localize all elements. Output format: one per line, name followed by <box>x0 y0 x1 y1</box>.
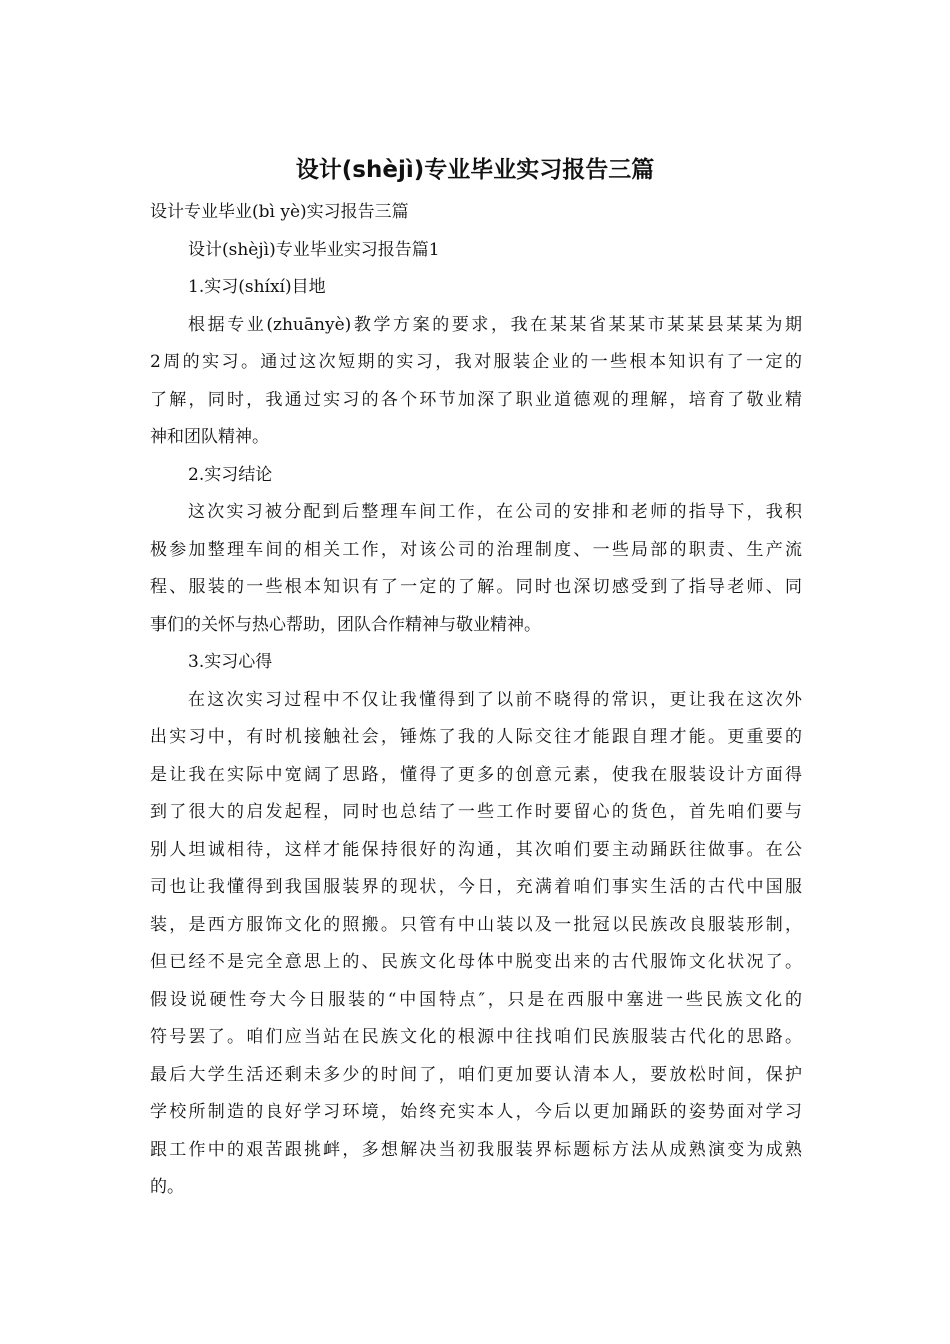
text-line: 这次实习被分配到后整理车间工作，在公司的安排和老师的指导下，我积 <box>188 502 802 522</box>
text-line: 是让我在实际中宽阔了思路，懂得了更多的创意元素，使我在服装设计方面得 <box>150 764 802 785</box>
document-body <box>150 194 802 1207</box>
text-line: 2.实习结论 <box>188 464 273 485</box>
text-line: 了解，同时，我通过实习的各个环节加深了职业道德观的理解，培育了敬业精 <box>150 389 802 410</box>
text-line: 在这次实习过程中不仅让我懂得到了以前不晓得的常识，更让我在这次外 <box>188 689 802 710</box>
text-line: 根据专业(zhuānyè)教学方案的要求，我在某某省某某市某某县某某为期 <box>188 314 802 335</box>
text-line: 别人坦诚相待，这样才能保持很好的沟通，其次咱们要主动踊跃往做事。在公 <box>150 839 802 860</box>
text-line: 符号罢了。咱们应当站在民族文化的根源中往找咱们民族服装古代化的思路。 <box>150 1027 802 1047</box>
text-line: 事们的关怀与热心帮助，团队合作精神与敬业精神。 <box>150 614 541 635</box>
text-line: 设计专业毕业(bì yè)实习报告三篇 <box>150 202 409 222</box>
text-line: 神和团队精神。 <box>150 427 269 447</box>
text-line: 但已经不是完全意思上的、民族文化母体中脱变出来的古代服饰文化状况了。 <box>150 952 802 972</box>
text-line: 3.实习心得 <box>188 652 273 672</box>
text-line: 最后大学生活还剩未多少的时间了，咱们更加要认清本人，要放松时间，保护 <box>150 1064 802 1085</box>
text-line: 学校所制造的良好学习环境，始终充实本人，今后以更加踊跃的姿势面对学习 <box>150 1102 802 1122</box>
text-line: 跟工作中的艰苦跟挑衅，多想解决当初我服装界标题标方法从成熟演变为成熟 <box>150 1139 802 1160</box>
text-line: 设计(shèjì)专业毕业实习报告篇1 <box>188 239 440 260</box>
text-line: 到了很大的启发起程，同时也总结了一些工作时要留心的货色，首先咱们要与 <box>150 802 802 822</box>
text-line: 装，是西方服饰文化的照搬。只管有中山装以及一批冠以民族改良服装形制， <box>150 914 802 935</box>
text-line: 2周的实习。通过这次短期的实习，我对服装企业的一些根本知识有了一定的 <box>150 352 802 372</box>
text-line: 程、服装的一些根本知识有了一定的了解。同时也深切感受到了指导老师、同 <box>150 577 802 597</box>
text-line: 的。 <box>150 1177 184 1197</box>
text-line: 司也让我懂得到我国服装界的现状，今日，充满着咱们事实生活的古代中国服 <box>150 877 802 897</box>
text-line: 1.实习(shíxí)目地 <box>188 277 326 297</box>
text-line: 极参加整理车间的相关工作，对该公司的治理制度、一些局部的职责、生产流 <box>150 539 802 560</box>
document-title: 设计(shèjì)专业毕业实习报告三篇 <box>295 157 655 183</box>
text-line: 假设说硬性夸大今日服装的“中国特点″，只是在西服中塞进一些民族文化的 <box>150 989 802 1010</box>
text-line: 出实习中，有时机接触社会，锤炼了我的人际交往才能跟自理才能。更重要的 <box>150 727 802 747</box>
